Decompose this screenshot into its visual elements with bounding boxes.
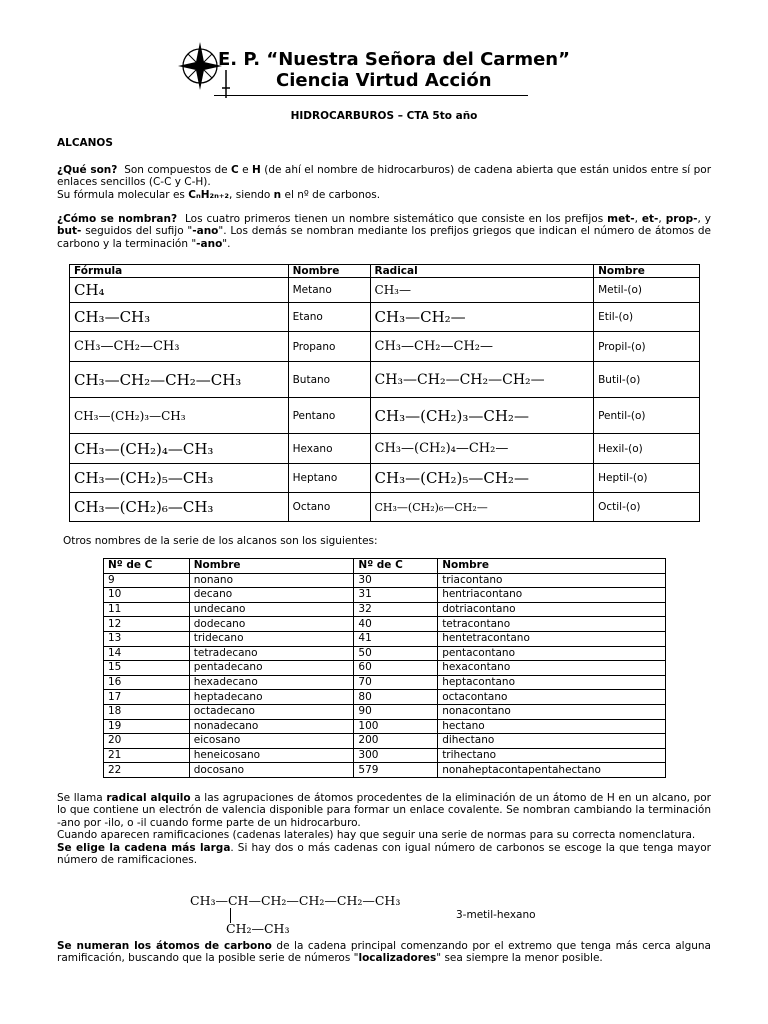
name-cell: Hexano	[288, 434, 370, 464]
formula-text-b: , siendo	[229, 188, 271, 201]
table-row	[70, 398, 700, 434]
naming-paragraph: ¿Cómo se nombran? Los cuatro primeros tienen un nombre sistemático que consiste en los prefijos met-, et-, prop-, y but- seguidos del sufijo "-ano". Los demás se nombran mediante los prefijos griegos que indican el número de átomos de carbono y la terminación "-ano".	[57, 213, 711, 250]
formula-cell: CH₃—(CH₂)₃—CH₃	[70, 398, 289, 434]
school-motto: Ciencia Virtud Acción	[276, 70, 492, 91]
formula-cell: CH₄	[70, 278, 289, 303]
name-cell: Pentano	[288, 398, 370, 434]
prefix-et: et-	[641, 213, 659, 225]
table-cell: tetracontano	[438, 617, 666, 632]
other-names-intro: Otros nombres de la serie de los alcanos son los siguientes:	[63, 535, 378, 547]
col-header: Fórmula	[70, 265, 289, 278]
formula-n: n	[273, 188, 282, 201]
col-header: Nº de C	[354, 559, 438, 574]
formula-cell: CH₃—(CH₂)₆—CH₃	[70, 493, 289, 522]
suffix-ano: -ano	[192, 225, 219, 238]
radical-name-cell: Heptil-(o)	[594, 464, 700, 493]
table-row	[104, 631, 666, 646]
table-header-row	[70, 265, 700, 278]
q2-text-b: seguidos del sufijo "	[85, 225, 193, 238]
radical-text-a: Se llama	[57, 792, 103, 804]
table-cell: tetradecano	[189, 646, 354, 661]
name-cell: Heptano	[288, 464, 370, 493]
q2-text: Los cuatro primeros tienen un nombre sistemático que consiste en los prefijos	[184, 213, 604, 225]
table-row	[104, 763, 666, 778]
radical-name-cell: Propil-(o)	[594, 332, 700, 362]
table-cell: 18	[104, 704, 190, 719]
col-header: Nombre	[594, 265, 700, 278]
table-cell: triacontano	[438, 573, 666, 588]
radical-name-cell: Octil-(o)	[594, 493, 700, 522]
table-row	[70, 278, 700, 303]
table-cell: 579	[354, 763, 438, 778]
table-cell: heptacontano	[438, 675, 666, 690]
col-header: Nombre	[438, 559, 666, 574]
radical-paragraph	[57, 792, 711, 866]
q2-label: ¿Cómo se nombran?	[57, 213, 178, 225]
formula-text-c: el nº de carbonos.	[284, 188, 381, 201]
table-cell: decano	[189, 588, 354, 603]
formula-cell: CH₃—CH₃	[70, 303, 289, 332]
name-cell: Butano	[288, 362, 370, 398]
prefix-met: met-	[607, 213, 635, 225]
radical-cell: CH₃—(CH₂)₆—CH₂—	[370, 493, 594, 522]
formula-cell: CH₃—CH₂—CH₂—CH₃	[70, 362, 289, 398]
radical-cell: CH₃—CH₂—	[370, 303, 594, 332]
formula-cell: CH₃—(CH₂)₅—CH₃	[70, 464, 289, 493]
table-cell: 60	[354, 661, 438, 676]
rule1-text: . Si hay dos o más cadenas con igual número de carbonos se escoge la que tenga mayor número de ramificaciones.	[57, 841, 711, 867]
radical-name-cell: Butil-(o)	[594, 362, 700, 398]
col-header: Radical	[370, 265, 594, 278]
table-cell: 17	[104, 690, 190, 705]
table-cell: dihectano	[438, 734, 666, 749]
table-row	[104, 690, 666, 705]
q1-e: e	[242, 164, 249, 176]
example-molecule	[190, 893, 401, 939]
table-cell: heneicosano	[189, 748, 354, 763]
radical-cell: CH₃—CH₂—CH₂—CH₂—	[370, 362, 594, 398]
alkanes-table	[69, 264, 700, 522]
suffix-ano-2: -ano	[196, 237, 223, 250]
name-cell: Propano	[288, 332, 370, 362]
table-cell: pentadecano	[189, 661, 354, 676]
table-cell: nonano	[189, 573, 354, 588]
table-cell: dodecano	[189, 617, 354, 632]
table-cell: 300	[354, 748, 438, 763]
table-row	[70, 303, 700, 332]
header-divider	[214, 95, 528, 96]
radical-name-cell: Pentil-(o)	[594, 398, 700, 434]
table-row	[104, 748, 666, 763]
table-header-row	[104, 559, 666, 574]
section-title: ALCANOS	[57, 137, 113, 149]
table-cell: undecano	[189, 602, 354, 617]
intro-paragraph	[57, 164, 711, 201]
general-formula: CₙH₂ₙ₊₂	[188, 188, 230, 201]
table-cell: 16	[104, 675, 190, 690]
table-cell: 80	[354, 690, 438, 705]
radical-cell: CH₃—(CH₂)₃—CH₂—	[370, 398, 594, 434]
branch-chain: CH₂—CH₃	[226, 921, 290, 936]
rule2-text-b: " sea siempre la menor posible.	[436, 952, 603, 965]
table-row	[70, 362, 700, 398]
table-cell: docosano	[189, 763, 354, 778]
table-cell: 90	[354, 704, 438, 719]
col-header: Nombre	[189, 559, 354, 574]
numbering-paragraph	[57, 940, 711, 965]
table-cell: 200	[354, 734, 438, 749]
main-chain: CH₃—CH—CH₂—CH₂—CH₂—CH₃	[190, 893, 401, 908]
col-header: Nº de C	[104, 559, 190, 574]
page-title: HIDROCARBUROS – CTA 5to año	[290, 110, 478, 122]
table-cell: heptadecano	[189, 690, 354, 705]
table-cell: hexacontano	[438, 661, 666, 676]
branch-text: Cuando aparecen ramificaciones (cadenas laterales) hay que seguir una serie de normas para su correcta nomenclatura.	[57, 829, 696, 842]
table-cell: 41	[354, 631, 438, 646]
table-cell: 11	[104, 602, 190, 617]
radical-name-cell: Hexil-(o)	[594, 434, 700, 464]
table-cell: hexadecano	[189, 675, 354, 690]
table-row	[104, 734, 666, 749]
table-cell: dotriacontano	[438, 602, 666, 617]
example-name: 3-metil-hexano	[456, 909, 536, 921]
formula-cell: CH₃—CH₂—CH₃	[70, 332, 289, 362]
table-cell: eicosano	[189, 734, 354, 749]
table-cell: 9	[104, 573, 190, 588]
q1-text-b: (de ahí el nombre de hidrocarburos) de cadena abierta que están unidos entre sí por enlaces sencillos (C-C y C-H).	[57, 164, 712, 189]
q1-label: ¿Qué son?	[57, 164, 118, 176]
table-row	[104, 573, 666, 588]
table-cell: nonadecano	[189, 719, 354, 734]
table-cell: nonacontano	[438, 704, 666, 719]
table-cell: octadecano	[189, 704, 354, 719]
q2-text-c: ". Los demás se nombran mediante los prefijos griegos que indican el número de átomos de carbono y la terminación "	[57, 225, 711, 250]
school-name: E. P. “Nuestra Señora del Carmen”	[218, 49, 570, 70]
table-row	[104, 661, 666, 676]
table-cell: 40	[354, 617, 438, 632]
table-cell: 32	[354, 602, 438, 617]
prefix-prop: prop-	[665, 213, 698, 225]
table-cell: 70	[354, 675, 438, 690]
rule2-text-a: de la cadena principal comenzando por el extremo que tenga más cerca alguna ramificación, buscando que la posible serie de números "	[57, 940, 711, 965]
formula-text: Su fórmula molecular es	[57, 188, 185, 201]
radical-text-b: a las agrupaciones de átomos procedentes de la eliminación de un átomo de H en un alcano, por lo que contiene un electrón de valencia disponible para formar un enlace covalente. Se nombran cambiando la terminación -ano por -ilo, o -il cuando forme parte de un hidrocarburo.	[57, 792, 711, 829]
table-cell: 13	[104, 631, 190, 646]
rule2-bold-locators: localizadores	[358, 952, 437, 965]
table-row	[70, 493, 700, 522]
name-cell: Etano	[288, 303, 370, 332]
table-cell: tridecano	[189, 631, 354, 646]
table-cell: nonaheptacontapentahectano	[438, 763, 666, 778]
alkane-names-table	[103, 558, 666, 778]
radical-term: radical alquilo	[106, 792, 191, 804]
table-cell: 10	[104, 588, 190, 603]
name-cell: Octano	[288, 493, 370, 522]
radical-cell: CH₃—CH₂—CH₂—	[370, 332, 594, 362]
table-cell: hectano	[438, 719, 666, 734]
table-cell: pentacontano	[438, 646, 666, 661]
table-cell: 31	[354, 588, 438, 603]
radical-cell: CH₃—(CH₂)₅—CH₂—	[370, 464, 594, 493]
table-cell: 100	[354, 719, 438, 734]
table-row	[104, 602, 666, 617]
table-cell: 30	[354, 573, 438, 588]
table-cell: 12	[104, 617, 190, 632]
table-cell: 21	[104, 748, 190, 763]
col-header: Nombre	[288, 265, 370, 278]
rule2-bold: Se numeran los átomos de carbono	[57, 940, 272, 952]
radical-cell: CH₃—	[370, 278, 594, 303]
table-cell: 22	[104, 763, 190, 778]
table-cell: trihectano	[438, 748, 666, 763]
table-cell: 14	[104, 646, 190, 661]
table-row	[104, 719, 666, 734]
table-cell: 15	[104, 661, 190, 676]
table-cell: octacontano	[438, 690, 666, 705]
q1-text: Son compuestos de	[124, 164, 228, 176]
table-row	[70, 332, 700, 362]
radical-name-cell: Etil-(o)	[594, 303, 700, 332]
table-cell: 19	[104, 719, 190, 734]
prefix-but: but-	[57, 225, 82, 238]
table-cell: 20	[104, 734, 190, 749]
name-cell: Metano	[288, 278, 370, 303]
table-cell: hentetracontano	[438, 631, 666, 646]
radical-cell: CH₃—(CH₂)₄—CH₂—	[370, 434, 594, 464]
table-row	[104, 704, 666, 719]
q1-c: C	[231, 164, 239, 176]
table-cell: hentriacontano	[438, 588, 666, 603]
table-row	[104, 617, 666, 632]
table-row	[70, 464, 700, 493]
q2-text-d: ".	[222, 237, 231, 250]
q1-h: H	[252, 164, 261, 176]
radical-name-cell: Metil-(o)	[594, 278, 700, 303]
table-row	[104, 588, 666, 603]
rule1-bold: Se elige la cadena más larga	[57, 841, 231, 854]
table-row	[104, 675, 666, 690]
table-cell: 50	[354, 646, 438, 661]
table-row	[70, 434, 700, 464]
formula-cell: CH₃—(CH₂)₄—CH₃	[70, 434, 289, 464]
table-row	[104, 646, 666, 661]
